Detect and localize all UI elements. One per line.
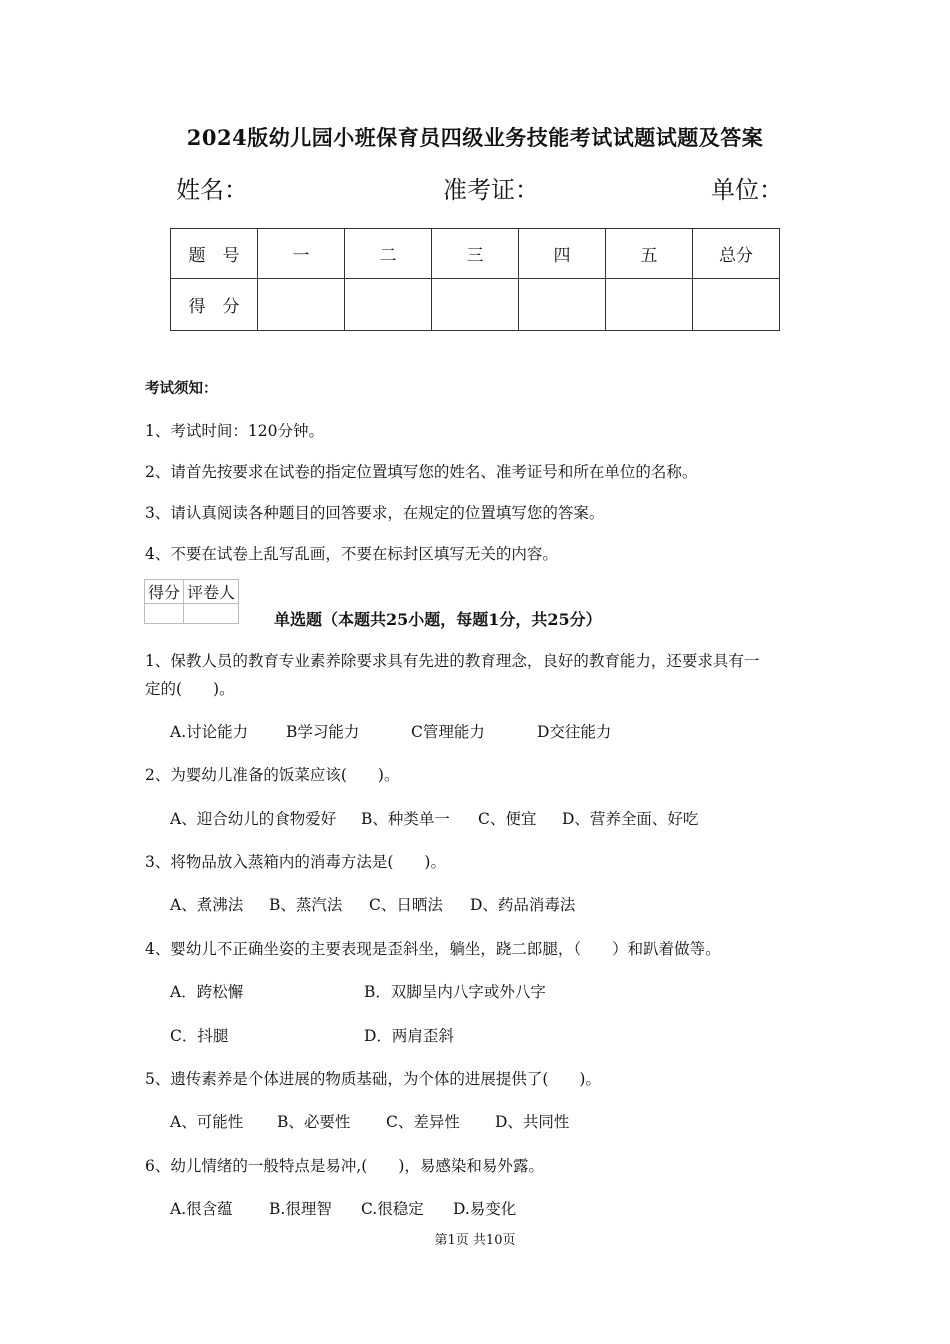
score-input-5[interactable] <box>606 279 693 331</box>
question-2: 2、为婴幼儿准备的饭菜应该( )。 <box>145 766 400 784</box>
question-6-option-d[interactable]: D.易变化 <box>453 1200 517 1218</box>
score-table <box>170 228 780 331</box>
question-4-option-c[interactable]: C．抖腿 <box>170 1027 229 1045</box>
score-input-4[interactable] <box>519 279 606 331</box>
question-2-option-c[interactable]: C、便宜 <box>478 810 537 828</box>
score-row-label: 得 分 <box>171 279 258 331</box>
question-1-line-1: 1、保教人员的教育专业素养除要求具有先进的教育理念，良好的教育能力，还要求具有一 <box>145 652 760 670</box>
notice-item-2: 2、请首先按要求在试卷的指定位置填写您的姓名、准考证号和所在单位的名称。 <box>145 463 698 481</box>
page-footer: 第1页 共10页 <box>434 1233 516 1248</box>
question-3-option-c[interactable]: C、日晒法 <box>369 896 443 914</box>
question-3-option-d[interactable]: D、药品消毒法 <box>470 896 576 914</box>
question-1-option-b[interactable]: B学习能力 <box>286 723 360 741</box>
question-6-option-a[interactable]: A.很含蕴 <box>170 1200 233 1218</box>
score-cell-2: 二 <box>345 229 432 279</box>
score-input-total[interactable] <box>693 279 780 331</box>
question-3-option-b[interactable]: B、蒸汽法 <box>269 896 343 914</box>
score-table-score-row <box>171 279 780 331</box>
score-table-header-row <box>171 229 780 279</box>
score-cell-4: 四 <box>519 229 606 279</box>
score-cell-5: 五 <box>606 229 693 279</box>
score-cell-1: 一 <box>258 229 345 279</box>
grader-reviewer-input[interactable] <box>184 604 239 624</box>
question-6: 6、幼儿情绪的一般特点是易冲,( )，易感染和易外露。 <box>145 1157 544 1175</box>
notice-item-3: 3、请认真阅读各种题目的回答要求，在规定的位置填写您的答案。 <box>145 504 605 522</box>
grader-box <box>144 579 239 624</box>
document-title: 2024版幼儿园小班保育员四级业务技能考试试题试题及答案 <box>186 125 764 150</box>
question-5-option-c[interactable]: C、差异性 <box>386 1113 460 1131</box>
question-5-option-b[interactable]: B、必要性 <box>277 1113 351 1131</box>
question-5-option-d[interactable]: D、共同性 <box>495 1113 570 1131</box>
grader-reviewer-label: 评卷人 <box>184 580 239 604</box>
question-4-option-d[interactable]: D．两肩歪斜 <box>364 1027 454 1045</box>
score-input-2[interactable] <box>345 279 432 331</box>
score-cell-label: 题 号 <box>171 229 258 279</box>
notice-item-4: 4、不要在试卷上乱写乱画，不要在标封区填写无关的内容。 <box>145 545 558 563</box>
section-title: 单选题（本题共25小题，每题1分，共25分） <box>274 610 602 629</box>
question-3-option-a[interactable]: A、煮沸法 <box>170 896 244 914</box>
notice-heading: 考试须知： <box>145 380 218 397</box>
question-6-option-c[interactable]: C.很稳定 <box>361 1200 424 1218</box>
score-cell-3: 三 <box>432 229 519 279</box>
question-1-option-d[interactable]: D交往能力 <box>537 723 612 741</box>
question-1-option-a[interactable]: A.讨论能力 <box>170 723 249 741</box>
question-2-option-a[interactable]: A、迎合幼儿的食物爱好 <box>170 810 337 828</box>
question-1-line-2: 定的( )。 <box>145 680 235 698</box>
score-cell-total: 总分 <box>693 229 780 279</box>
question-3: 3、将物品放入蒸箱内的消毒方法是( )。 <box>145 853 446 871</box>
score-input-3[interactable] <box>432 279 519 331</box>
question-4: 4、婴幼儿不正确坐姿的主要表现是歪斜坐，躺坐，跷二郎腿，（ ）和趴着做等。 <box>145 940 721 958</box>
exam-id-label: 准考证： <box>443 176 539 204</box>
question-1-option-c[interactable]: C管理能力 <box>411 723 485 741</box>
question-2-option-d[interactable]: D、营养全面、好吃 <box>562 810 699 828</box>
score-input-1[interactable] <box>258 279 345 331</box>
question-5-option-a[interactable]: A、可能性 <box>170 1113 244 1131</box>
notice-item-1: 1、考试时间：120分钟。 <box>145 422 324 440</box>
unit-label: 单位： <box>711 176 783 204</box>
question-2-option-b[interactable]: B、种类单一 <box>361 810 450 828</box>
question-5: 5、遗传素养是个体进展的物质基础，为个体的进展提供了( )。 <box>145 1070 601 1088</box>
question-4-option-b[interactable]: B．双脚呈内八字或外八字 <box>364 983 546 1001</box>
grader-score-input[interactable] <box>145 604 184 624</box>
grader-score-label: 得分 <box>145 580 184 604</box>
question-4-option-a[interactable]: A．跨松懈 <box>170 983 244 1001</box>
question-6-option-b[interactable]: B.很理智 <box>269 1200 332 1218</box>
name-label: 姓名： <box>176 176 248 204</box>
